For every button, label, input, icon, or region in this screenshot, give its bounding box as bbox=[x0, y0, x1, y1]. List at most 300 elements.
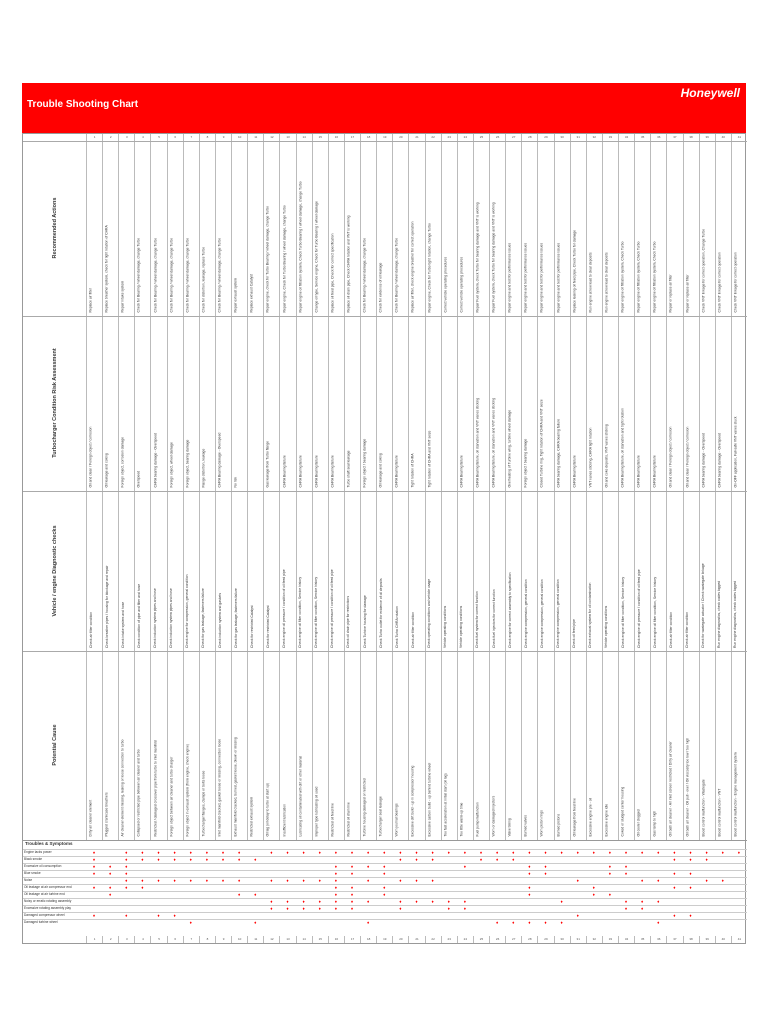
table-column bbox=[328, 142, 344, 316]
column-number: 18 bbox=[360, 936, 376, 943]
diamond-marker-icon: ♦ bbox=[624, 849, 628, 855]
table-column bbox=[570, 317, 586, 491]
diamond-marker-icon: ♦ bbox=[657, 898, 660, 904]
column-number: 38 bbox=[683, 936, 699, 943]
recommended-action: Repair engine oil filtration system, Check Turbo bbox=[620, 241, 625, 313]
potential-cause: Restricted oil feed line bbox=[330, 803, 335, 837]
diamond-marker-icon: ♦ bbox=[737, 849, 741, 855]
table-column bbox=[521, 317, 537, 491]
potential-cause: Restricted exhaust system bbox=[249, 796, 254, 837]
table-column bbox=[150, 652, 166, 840]
table-column bbox=[215, 317, 231, 491]
recommended-action: Repair or replace air filter bbox=[685, 274, 690, 313]
column-number: 23 bbox=[441, 936, 457, 943]
diamond-marker-icon: ♦ bbox=[608, 891, 612, 897]
potential-cause: Boost control malfunction - VNT bbox=[717, 788, 722, 837]
column-number: 4 bbox=[134, 936, 150, 943]
diamond-marker-icon: ♦ bbox=[238, 877, 241, 883]
symptom-name: Black smoke bbox=[24, 857, 43, 861]
column-number: 18 bbox=[360, 134, 376, 141]
potential-cause: Lubricating oil contaminated with dirt or other material bbox=[298, 756, 303, 837]
risk-assessment: Tight rotation of CHRA and VNT seize bbox=[427, 430, 432, 488]
table-column bbox=[231, 652, 247, 840]
page-title: Trouble Shooting Chart bbox=[27, 99, 139, 110]
column-number: 23 bbox=[441, 134, 457, 141]
risk-assessment: CHRA Bearing failure bbox=[652, 455, 657, 488]
risk-assessment: CHRA Bearing failure, oil starvation and VNT vanes sticking bbox=[491, 397, 496, 488]
table-column bbox=[118, 492, 134, 651]
recommended-action: Check for Bearing / wheel damage, change Turbo bbox=[362, 237, 367, 313]
brand-logo: Honeywell bbox=[680, 86, 740, 100]
table-column bbox=[473, 142, 489, 316]
potential-cause: Insufficient lubrication bbox=[282, 803, 286, 837]
potential-cause: Oil lag (oil delay to turbo at start up) bbox=[265, 782, 270, 837]
diamond-marker-icon: ♦ bbox=[270, 898, 273, 904]
diamond-marker-icon: ♦ bbox=[125, 849, 128, 855]
table-column bbox=[167, 652, 183, 840]
diamond-marker-icon: ♦ bbox=[673, 856, 676, 862]
recommended-action: Check for Bearing / wheel damage, change Turbo bbox=[153, 237, 158, 313]
table-column bbox=[360, 492, 376, 651]
recommended-action: Run engine at low load to clear deposits bbox=[604, 252, 609, 313]
risk-assessment: Oil and clean / Foreign object / corrosion bbox=[685, 426, 690, 488]
recommended-action: Repair Fuel system, check Turbo for bearing damage and VNT is working bbox=[475, 202, 480, 313]
table-column bbox=[279, 142, 295, 316]
diagnostic-check: Check intake system and hose bbox=[120, 601, 125, 648]
diamond-marker-icon: ♦ bbox=[624, 863, 628, 869]
diamond-marker-icon: ♦ bbox=[657, 877, 660, 883]
column-number: 3 bbox=[118, 134, 134, 141]
table-column bbox=[344, 317, 360, 491]
symptom-name: Oil leakage at air compressor end bbox=[24, 885, 72, 889]
table-column bbox=[263, 492, 279, 651]
diamond-marker-icon: ♦ bbox=[302, 877, 305, 883]
table-column bbox=[521, 492, 537, 651]
diamond-marker-icon: ♦ bbox=[624, 905, 628, 911]
table-column bbox=[602, 652, 618, 840]
recommended-action: Run engine at low load to clear deposits bbox=[588, 252, 593, 313]
risk-assessment: Foreign object / bearing damage bbox=[362, 438, 367, 488]
symptom-row bbox=[23, 863, 747, 869]
potential-cause: Turbocharger seal leakage bbox=[378, 796, 383, 837]
diamond-marker-icon: ♦ bbox=[141, 849, 144, 855]
diamond-marker-icon: ♦ bbox=[383, 884, 386, 890]
diamond-marker-icon: ♦ bbox=[270, 877, 273, 883]
table-column bbox=[360, 652, 376, 840]
recommended-action: Repair engine and test for performance issues bbox=[556, 242, 561, 313]
risk-assessment: CHRA Bearing failure bbox=[330, 455, 335, 488]
column-number: 15 bbox=[312, 936, 328, 943]
diagnostic-check: Check induction system pipes and hose bbox=[169, 587, 174, 648]
table-column bbox=[360, 142, 376, 316]
diamond-marker-icon: ♦ bbox=[415, 877, 418, 883]
symptoms-matrix bbox=[23, 840, 747, 939]
diamond-marker-icon: ♦ bbox=[221, 877, 225, 883]
risk-assessment: Flange distortion, leakage bbox=[201, 448, 206, 488]
diamond-marker-icon: ♦ bbox=[560, 919, 563, 925]
table-column bbox=[376, 652, 392, 840]
column-number: 19 bbox=[376, 936, 392, 943]
diamond-marker-icon: ♦ bbox=[157, 912, 160, 918]
diamond-marker-icon: ♦ bbox=[238, 849, 241, 855]
risk-assessment: CHRA Bearing failure bbox=[282, 455, 286, 488]
table-column bbox=[634, 142, 650, 316]
table-column bbox=[279, 652, 295, 840]
potential-cause: Oil bath air cleaner - Air inlet screen restricted / Dirty air cleaner bbox=[668, 741, 673, 837]
diamond-marker-icon: ♦ bbox=[673, 849, 676, 855]
diamond-marker-icon: ♦ bbox=[109, 884, 112, 890]
symptom-row bbox=[23, 912, 747, 918]
diamond-marker-icon: ♦ bbox=[173, 849, 176, 855]
table-column bbox=[134, 317, 150, 491]
table-column bbox=[570, 492, 586, 651]
table-column bbox=[683, 492, 699, 651]
diamond-marker-icon: ♦ bbox=[270, 905, 273, 911]
potential-cause: Improper type lubricating oil used bbox=[314, 786, 319, 837]
column-number: 11 bbox=[247, 936, 263, 943]
diamond-marker-icon: ♦ bbox=[157, 877, 160, 883]
table-column bbox=[537, 142, 553, 316]
diamond-marker-icon: ♦ bbox=[125, 877, 128, 883]
diamond-marker-icon: ♦ bbox=[334, 863, 338, 869]
table-column bbox=[231, 492, 247, 651]
column-number: 2 bbox=[102, 134, 118, 141]
symptom-row bbox=[23, 877, 747, 883]
column-numbers-top bbox=[86, 134, 747, 141]
column-number: 24 bbox=[457, 936, 473, 943]
diagnostic-check: Check air filter condition bbox=[685, 611, 690, 648]
risk-assessment: CHRA Bearing failure, oil starvation and tight rotation bbox=[620, 408, 625, 488]
recommended-action: Repair engine oil filtration system, Check Turbo Bearing / wheel damage, change Turbo bbox=[298, 181, 303, 313]
diamond-marker-icon: ♦ bbox=[270, 849, 273, 855]
recommended-action: Repair engine, Check for Turbo tight rotation, change Turbo bbox=[427, 223, 432, 313]
table-column bbox=[618, 652, 634, 840]
symptom-name: Blue smoke bbox=[24, 871, 41, 875]
diamond-marker-icon: ♦ bbox=[544, 863, 547, 869]
column-number: 17 bbox=[344, 936, 360, 943]
recommended-action: Repair engine and test for performance issues bbox=[507, 242, 512, 313]
diamond-marker-icon: ♦ bbox=[528, 891, 531, 897]
table-column bbox=[263, 142, 279, 316]
diamond-marker-icon: ♦ bbox=[92, 870, 96, 876]
table-column bbox=[296, 142, 312, 316]
diamond-marker-icon: ♦ bbox=[221, 856, 225, 862]
table-column bbox=[215, 652, 231, 840]
recommended-action: Repair engine oil filtration system, Check Turbo bbox=[652, 241, 657, 313]
table-column bbox=[408, 142, 424, 316]
diagnostic-check: Vehicle operating conditions bbox=[459, 605, 464, 648]
table-column bbox=[650, 317, 666, 491]
diamond-marker-icon: ♦ bbox=[366, 898, 370, 904]
diamond-marker-icon: ♦ bbox=[544, 870, 547, 876]
table-column bbox=[586, 652, 602, 840]
table-column bbox=[183, 317, 199, 491]
diagnostic-check: Check induction system pipes and hose bbox=[153, 587, 158, 648]
diamond-marker-icon: ♦ bbox=[431, 877, 434, 883]
risk-assessment: Overheating of Turbine wing, turbine wheel damage bbox=[507, 409, 512, 488]
table-column bbox=[618, 142, 634, 316]
column-number: 35 bbox=[634, 134, 650, 141]
table-column bbox=[441, 317, 457, 491]
diagnostic-check: Check for restricted Catalyst bbox=[249, 604, 254, 648]
table-column bbox=[699, 652, 715, 840]
column-number: 3 bbox=[118, 936, 134, 943]
column-number: 40 bbox=[715, 134, 731, 141]
diamond-marker-icon: ♦ bbox=[302, 905, 305, 911]
table-column bbox=[731, 652, 747, 840]
column-number: 16 bbox=[328, 936, 344, 943]
table-column bbox=[618, 492, 634, 651]
diagnostic-check: Check for gas leakage, fasteners failure bbox=[233, 587, 238, 648]
diamond-marker-icon: ♦ bbox=[495, 849, 499, 855]
table-column bbox=[86, 317, 102, 491]
table-column bbox=[505, 492, 521, 651]
column-number: 12 bbox=[263, 936, 279, 943]
symptom-row bbox=[23, 919, 747, 925]
diamond-marker-icon: ♦ bbox=[673, 884, 676, 890]
table-column bbox=[231, 317, 247, 491]
diamond-marker-icon: ♦ bbox=[189, 856, 192, 862]
recommended-action: Repair engine and test for performance issues bbox=[523, 242, 528, 313]
potential-cause: Excessive engine idle bbox=[604, 803, 609, 837]
column-number: 30 bbox=[554, 936, 570, 943]
diamond-marker-icon: ♦ bbox=[479, 849, 483, 855]
diamond-marker-icon: ♦ bbox=[399, 877, 402, 883]
table-column bbox=[344, 492, 360, 651]
column-number: 15 bbox=[312, 134, 328, 141]
table-column bbox=[537, 652, 553, 840]
table-column bbox=[570, 652, 586, 840]
risk-assessment: No risk bbox=[233, 476, 238, 488]
table-column bbox=[489, 142, 505, 316]
diagnostic-check: Check engine oil pressure / condition of oil feed pipe bbox=[330, 568, 335, 648]
diagnostic-check: Vehicle operating conditions bbox=[443, 605, 448, 648]
potential-cause: Restricted oil drain line bbox=[346, 802, 351, 837]
recommended-action: Replace exhaust Catalyst bbox=[249, 274, 254, 313]
diamond-marker-icon: ♦ bbox=[463, 905, 466, 911]
table-column bbox=[199, 492, 215, 651]
diamond-marker-icon: ♦ bbox=[608, 849, 612, 855]
risk-assessment: CHRA Bearing failure bbox=[314, 455, 319, 488]
potential-cause: Gas temp to high bbox=[652, 810, 657, 837]
symptom-name: Engine lacks power bbox=[24, 850, 52, 854]
column-number: 30 bbox=[554, 134, 570, 141]
recommended-action: Repair engine, Check for Turbo Bearing / wheel damage, change Turbo bbox=[282, 205, 286, 313]
potential-cause: Valve timing bbox=[507, 818, 512, 837]
risk-assessment: Foreign object, wheel damage bbox=[169, 442, 174, 488]
potential-cause: Too little warm-up time bbox=[459, 802, 464, 837]
risk-assessment: Foreign object, corrosion damage bbox=[120, 436, 125, 488]
table-column bbox=[150, 492, 166, 651]
column-number: 39 bbox=[699, 936, 715, 943]
diamond-marker-icon: ♦ bbox=[125, 912, 128, 918]
column-number: 1 bbox=[86, 936, 102, 943]
potential-cause: Excessive engine pre - oil bbox=[588, 797, 593, 837]
diamond-marker-icon: ♦ bbox=[302, 898, 305, 904]
diamond-marker-icon: ♦ bbox=[624, 870, 628, 876]
diagnostic-check: Check engine for correct assembly to specification bbox=[507, 571, 512, 648]
diamond-marker-icon: ♦ bbox=[92, 884, 96, 890]
table-column bbox=[150, 317, 166, 491]
diamond-marker-icon: ♦ bbox=[528, 849, 531, 855]
recommended-action: Check VNT linkage for correct operation bbox=[733, 252, 738, 313]
recommended-action: Correct vehicle operating procedures bbox=[459, 256, 464, 313]
table-column bbox=[650, 652, 666, 840]
recommended-action: Repair intake system bbox=[120, 280, 125, 313]
column-number: 20 bbox=[392, 936, 408, 943]
potential-cause: Excessive carbon build - up behind turbine wheel bbox=[427, 762, 432, 837]
recommended-action: Check for Bearing / wheel damage, change Turbo bbox=[185, 237, 190, 313]
diagnostic-check: Check Turbine housing for damage bbox=[362, 594, 367, 648]
potential-cause: Excessive dirt build - up in compressor housing bbox=[410, 765, 415, 837]
trouble-shooting-table bbox=[22, 133, 746, 944]
recommended-action: Repair exhaust system bbox=[233, 278, 238, 313]
diamond-marker-icon: ♦ bbox=[689, 849, 692, 855]
diamond-marker-icon: ♦ bbox=[141, 877, 144, 883]
diamond-marker-icon: ♦ bbox=[447, 898, 450, 904]
column-number: 38 bbox=[683, 134, 699, 141]
diagnostic-check: Check engine oil filter condition, Service history bbox=[298, 576, 303, 648]
table-column bbox=[134, 142, 150, 316]
diagnostic-check: Check exhaust system for oil contamination bbox=[588, 582, 593, 648]
diamond-marker-icon: ♦ bbox=[350, 870, 354, 876]
risk-assessment: Foreign object, bearing damage bbox=[185, 439, 190, 488]
table-column bbox=[505, 652, 521, 840]
table-column bbox=[473, 492, 489, 651]
potential-cause: Worn or damaged injectors bbox=[491, 795, 496, 837]
table-column bbox=[731, 317, 747, 491]
potential-cause: Dirty air cleaner element bbox=[88, 799, 93, 837]
diamond-marker-icon: ♦ bbox=[576, 912, 579, 918]
table-column bbox=[489, 492, 505, 651]
column-number: 39 bbox=[699, 134, 715, 141]
risk-assessment: VNT vanes sticking, CHRA tight rotation bbox=[588, 427, 593, 488]
risk-assessment: Turbo shaft seal leakage bbox=[346, 450, 351, 488]
risk-assessment: Tight rotation of CHRA bbox=[410, 453, 415, 488]
column-number: 33 bbox=[602, 936, 618, 943]
diagnostic-check: Check engine oil filter condition, Service history bbox=[314, 576, 319, 648]
diagnostic-check: Check oil feed pipe bbox=[572, 618, 577, 648]
column-number: 26 bbox=[489, 936, 505, 943]
table-column bbox=[279, 492, 295, 651]
diamond-marker-icon: ♦ bbox=[641, 898, 644, 904]
table-column bbox=[457, 142, 473, 316]
symptom-name: Damaged compressor wheel bbox=[24, 913, 65, 917]
diamond-marker-icon: ♦ bbox=[302, 849, 305, 855]
column-number: 41 bbox=[731, 936, 747, 943]
table-column bbox=[328, 492, 344, 651]
symptom-row bbox=[23, 905, 747, 911]
diamond-marker-icon: ♦ bbox=[495, 919, 499, 925]
diagnostic-check: Check engine oil pressure / condition of oil feed pipe bbox=[636, 568, 641, 648]
diamond-marker-icon: ♦ bbox=[576, 877, 579, 883]
diamond-marker-icon: ♦ bbox=[238, 856, 241, 862]
diamond-marker-icon: ♦ bbox=[238, 891, 241, 897]
diagnostic-check: Check operating conditions and vehicle usage bbox=[427, 578, 432, 648]
table-column bbox=[408, 652, 424, 840]
diamond-marker-icon: ♦ bbox=[350, 891, 354, 897]
diamond-marker-icon: ♦ bbox=[608, 863, 612, 869]
diamond-marker-icon: ♦ bbox=[350, 898, 354, 904]
risk-assessment: CHRA Bearing failure bbox=[394, 455, 399, 488]
table-column bbox=[376, 317, 392, 491]
table-column bbox=[102, 317, 118, 491]
table-column bbox=[199, 317, 215, 491]
potential-cause: Oil leakage from feed line bbox=[572, 798, 577, 837]
risk-assessment: Overspeed bbox=[136, 470, 141, 488]
recommended-action: Replace air filter bbox=[88, 288, 93, 313]
column-number: 22 bbox=[425, 936, 441, 943]
diamond-marker-icon: ♦ bbox=[254, 891, 257, 897]
diamond-marker-icon: ♦ bbox=[689, 912, 692, 918]
table-column bbox=[360, 317, 376, 491]
diamond-marker-icon: ♦ bbox=[366, 919, 370, 925]
diagnostic-check: Check oil drain pipe for restrictions bbox=[346, 595, 351, 648]
diamond-marker-icon: ♦ bbox=[528, 863, 531, 869]
column-number: 10 bbox=[231, 936, 247, 943]
diamond-marker-icon: ♦ bbox=[92, 849, 96, 855]
table-column bbox=[279, 317, 295, 491]
diagnostic-check: Run engine diagnostics, check codes logged bbox=[717, 580, 722, 648]
table-column bbox=[473, 652, 489, 840]
table-column bbox=[521, 652, 537, 840]
table-column bbox=[134, 492, 150, 651]
section-diagnostics bbox=[86, 491, 747, 651]
diagnostic-check: Check Turbo outlet for evidence of oil deposits bbox=[378, 577, 383, 648]
column-number: 31 bbox=[570, 134, 586, 141]
diamond-marker-icon: ♦ bbox=[350, 905, 354, 911]
column-number: 14 bbox=[296, 134, 312, 141]
column-number: 4 bbox=[134, 134, 150, 141]
diamond-marker-icon: ♦ bbox=[141, 856, 144, 862]
recommended-action: Repair engine oil filtration system, Check Turbo bbox=[636, 241, 641, 313]
diamond-marker-icon: ♦ bbox=[415, 856, 418, 862]
table-column bbox=[118, 317, 134, 491]
symptom-name: Noise bbox=[24, 878, 33, 882]
diamond-marker-icon: ♦ bbox=[705, 877, 708, 883]
symptom-name: Oil leakage at air turbine end bbox=[24, 892, 65, 896]
risk-assessment: Oil and clean / Foreign object / corrosion bbox=[88, 426, 93, 488]
risk-assessment: CHRA Bearing failure bbox=[298, 455, 303, 488]
table-column bbox=[134, 652, 150, 840]
diamond-marker-icon: ♦ bbox=[318, 849, 321, 855]
table-column bbox=[489, 317, 505, 491]
diamond-marker-icon: ♦ bbox=[657, 849, 660, 855]
table-column bbox=[392, 317, 408, 491]
table-column bbox=[715, 142, 731, 316]
table-column bbox=[312, 652, 328, 840]
potential-cause: Inlet manifold cracked, gasket loose or missing, connection loose bbox=[217, 738, 222, 837]
diamond-marker-icon: ♦ bbox=[383, 863, 386, 869]
diamond-marker-icon: ♦ bbox=[92, 863, 96, 869]
diamond-marker-icon: ♦ bbox=[624, 898, 628, 904]
table-column bbox=[425, 652, 441, 840]
risk-assessment: Oil leakage and coking bbox=[378, 453, 383, 488]
table-column bbox=[118, 142, 134, 316]
column-number: 17 bbox=[344, 134, 360, 141]
potential-cause: Worn piston rings bbox=[539, 810, 544, 837]
diamond-marker-icon: ♦ bbox=[286, 898, 289, 904]
table-column bbox=[102, 142, 118, 316]
diamond-marker-icon: ♦ bbox=[334, 884, 338, 890]
diamond-marker-icon: ♦ bbox=[254, 856, 257, 862]
column-number: 6 bbox=[167, 936, 183, 943]
potential-cause: Burned valves bbox=[523, 815, 528, 837]
column-number: 10 bbox=[231, 134, 247, 141]
potential-cause: Burned pistons bbox=[556, 813, 561, 837]
symptom-row bbox=[23, 884, 747, 890]
column-number: 40 bbox=[715, 936, 731, 943]
